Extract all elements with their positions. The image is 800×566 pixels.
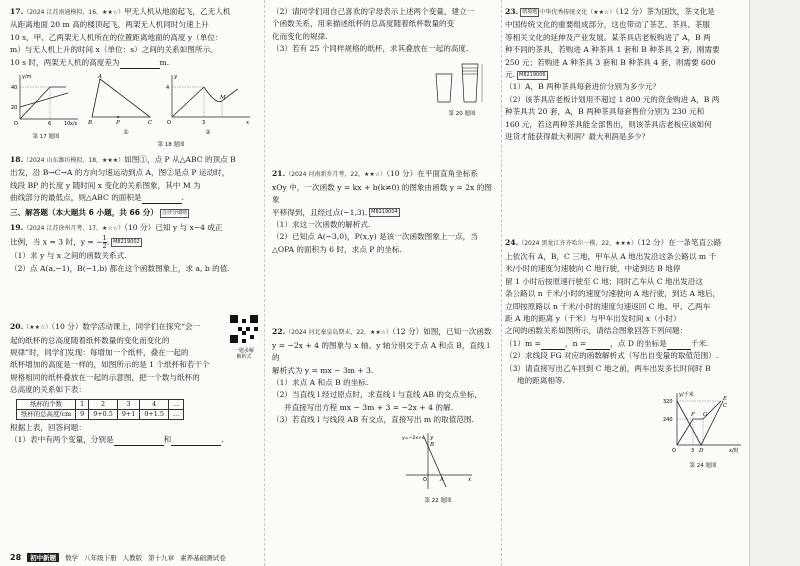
- question-21: [272, 168, 498, 256]
- subject-label: 数学: [65, 554, 79, 562]
- figure-22: [402, 431, 474, 508]
- question-source: （2024 河南新乡月考，22，★★☆）: [285, 171, 387, 179]
- data-table: [16, 399, 184, 420]
- question-18: 18.（2024 山东潍坊模拟，18，★★★）如图①，点 P 从△ABC 的顶点 B 出发，沿 B→C→A 的方向匀速运动到点 A，图②是点 P 运动时， 线段 BP 的长度 y 随时间 x 变化的关系图象，其中 M 为 曲线部分的最低点，则△ABC 的面积是 .: [10, 154, 258, 205]
- point-label: D: [699, 448, 704, 455]
- axis-label: x: [468, 476, 472, 483]
- figure-caption: 第 17 题图: [32, 134, 60, 141]
- question-part: （1）A，B 两种茶具每套进价分别为多少元？: [505, 82, 660, 92]
- question-text: 规律”时，同学们发现：每增加一个纸杯，叠在一起的: [10, 347, 189, 357]
- origin-label: O: [423, 476, 427, 483]
- question-text: 等相关文化的延伸及产业发展。某茶具店老板购进了 A，B 两: [505, 32, 711, 42]
- question-part: △OPA 的面积为 6 时，求点 P 的坐标.: [272, 244, 402, 254]
- question-source: （★★☆）: [23, 324, 52, 332]
- tick-label: 6: [48, 121, 52, 128]
- question-text: 出发，沿 B→C→A 的方向匀速运动到点 A，图②是点 P 运动时，: [10, 168, 230, 178]
- answer-blank[interactable]: [541, 340, 565, 350]
- question-part: 160 元，若这两种茶具能全部售出，则该茶具店老板应该如何: [505, 119, 712, 129]
- qr-code[interactable]: [230, 315, 258, 360]
- question-part: （2）点 A(a,−1)，B(−1,b) 都在这个函数图象上，求 a, b 的值.: [10, 263, 230, 273]
- section-title: 三、解答题（本大题共 6 小题，共 66 分）: [10, 208, 158, 218]
- point-label: M: [220, 95, 226, 102]
- question-part: （3）请直接写出乙车回到 C 地之前，两车出发多长时间时 B: [505, 363, 711, 373]
- question-code: M8219002: [113, 239, 140, 246]
- answer-blank[interactable]: [171, 436, 221, 446]
- question-text: y = −2x + 4 的图象与 x 轴、y 轴分别交于点 A 和点 B，直线 l 的: [272, 340, 490, 363]
- question-text: 根据上表，回答问题：: [10, 422, 86, 432]
- column-middle: [272, 6, 498, 507]
- question-number: 18.: [10, 154, 24, 164]
- question-part: （1）求 y 与 x 之间的函数关系式.: [10, 251, 127, 261]
- point-label: B: [430, 441, 435, 448]
- question-text: 起的纸杯的总高度随着纸杯数量的变化而变化的: [10, 335, 170, 345]
- point-label: F: [691, 412, 695, 419]
- page-edge: [749, 0, 800, 566]
- tick-label: 3: [202, 120, 206, 127]
- question-source: （2024 黑龙江齐齐哈尔一模，22，★★★）: [518, 240, 638, 248]
- question-part: （2）该茶具店老板计划用不超过 1 800 元的资金购进 A，B 两: [505, 94, 720, 104]
- question-number: 20.: [10, 322, 24, 332]
- axis-label: x/s: [70, 121, 78, 128]
- question-text: m）与无人机上升的时间 x（单位：s）之间的关系如图所示。: [10, 45, 218, 55]
- question-20-continued: [272, 6, 498, 120]
- tick-label: 10: [64, 121, 71, 128]
- figure-label: ①: [123, 129, 129, 137]
- answer-blank[interactable]: [120, 59, 160, 69]
- point-label: A: [98, 74, 102, 81]
- question-part: （2）当直线 l 经过原点时，求直线 l 与直线 AB 的交点坐标，: [272, 390, 482, 400]
- point-label: G: [703, 412, 708, 419]
- question-part: 种茶具共 20 套，A，B 两种茶具每套售价分别为 230 元和: [505, 107, 705, 117]
- question-text: 条公路以 n 千米/小时的速度匀速驶向 A 地行驶，到达 A 地后，: [505, 289, 721, 299]
- column-right: [505, 6, 745, 472]
- origin-label: O: [672, 448, 676, 455]
- answer-blank[interactable]: [142, 194, 182, 204]
- two-car-graph: [663, 389, 743, 455]
- answer-blank[interactable]: [667, 340, 691, 350]
- tick-label: 3: [691, 448, 695, 455]
- question-text: 解析式为 y = mx − 3m + 3.: [272, 365, 374, 375]
- axis-label: x/时: [729, 448, 739, 455]
- tick-label: 240: [663, 417, 673, 424]
- question-text: 总高度的关系如下表：: [10, 385, 86, 395]
- question-17: [10, 6, 258, 152]
- context-tag: 情境题: [522, 8, 538, 15]
- test-label: 素养基础测试卷: [180, 554, 226, 562]
- question-text: （10 分）已知 y 与 x−4 成正: [124, 222, 223, 232]
- distance-time-graph: [164, 71, 252, 127]
- figure-caption: 第 24 题图: [689, 462, 717, 469]
- question-text: 10 s，甲、乙两架无人机所在的位置距离地面的高度 y（单位：: [10, 32, 223, 42]
- question-part: 进货才能获得最大利润？最大利润是多少？: [505, 132, 650, 142]
- qr-code-icon: [230, 315, 258, 343]
- axis-label: y: [174, 74, 178, 81]
- answer-blank[interactable]: [114, 436, 164, 446]
- question-source: （2024 河北秦皇岛期末，22，★★☆）: [285, 329, 393, 337]
- axis-label: y/m: [22, 74, 32, 81]
- figure-caption: 第 18 题图: [157, 142, 185, 149]
- question-text: （12 分）如图，已知一次函数: [392, 327, 492, 337]
- question-20: 一题多解 解析式 20.（★★☆）（10 分）数学活动课上，同学们在探究“会一 起的纸杯的总高度随着纸杯数量的变化而变化的 规律”时，同学们发现：每增加一个纸杯，叠在一起的 纸杯增加的高度是一样的，如图所示的是 1 个纸杯和若干个 规格相同的纸杯叠放在一起的示意图，把一个数与纸杯的 总高度的关系如下表： 纸杯的个数 1 2 3 4 … 纸杯的总高度/cm 9 9+0.5 9+1 9+1.5 … 根据上表，回答问题： （1）表中有两个变量，分别是 和 .: [10, 321, 258, 446]
- chapter-label: 第十九章: [148, 554, 175, 562]
- page-footer: [10, 553, 226, 562]
- question-23: [505, 6, 745, 143]
- question-part: 地的距离相等.: [517, 375, 565, 385]
- origin-label: O: [14, 121, 18, 128]
- column-divider: [264, 0, 265, 566]
- question-source: （2024 江苏南通模拟，16，★★☆）: [23, 9, 125, 16]
- question-code: M8219006: [519, 71, 546, 78]
- question-source: （2024 山东潍坊模拟，18，★★★）: [23, 156, 125, 164]
- question-text: 比例，当 x = 3 时，y = −: [10, 237, 103, 247]
- table-row: 纸杯的个数 1 2 3 4 …: [17, 399, 184, 409]
- figure-caption: 第 20 题图: [448, 111, 476, 118]
- function-label: y=−2x+4: [402, 435, 425, 441]
- question-22: [272, 326, 498, 507]
- point-label: E: [723, 396, 728, 403]
- question-part: 并直接写出方程 mx − 3m + 3 = −2x + 4 的解.: [284, 402, 454, 412]
- question-text: 线段 BP 的长度 y 随时间 x 变化的关系图象，其中 M 为: [10, 180, 201, 190]
- question-part: （1）求这一次函数的解析式.: [272, 220, 371, 230]
- question-text: xOy 中，一次函数 y = kx + b(k≠0) 的图象由函数 y = 2x 的图象: [272, 182, 492, 205]
- grade-label: 八年级下册: [84, 554, 117, 562]
- question-text: 立即按原路以 n 千米/小时的速度匀速返回 C 地。甲、乙两车: [505, 301, 711, 311]
- question-text: 元.: [505, 70, 516, 80]
- line-graph: [10, 71, 82, 127]
- question-number: 17.: [10, 7, 24, 16]
- axis-label: x: [246, 120, 250, 127]
- question-text: 规格相同的纸杯叠放在一起的示意图，把一个数与纸杯的: [10, 372, 200, 382]
- question-number: 22.: [272, 327, 286, 337]
- question-text: 10 s 时，两架无人机的高度差为: [10, 57, 120, 67]
- question-part: （2）求线段 FG 对应的函数解析式（写出自变量的取值范围）.: [505, 351, 719, 361]
- point-label: B: [88, 120, 93, 127]
- answer-blank[interactable]: [586, 340, 610, 350]
- axis-label: y: [430, 434, 434, 441]
- question-number: 24.: [505, 238, 519, 248]
- question-source: （2024 江苏徐州月考，17，★☆☆）: [23, 224, 125, 232]
- question-19: 19.（2024 江苏徐州月考，17，★☆☆）（10 分）已知 y 与 x−4 成正 比例，当 x = 3 时，y = − $\frac{1}{2}$ . M8219002 （1）求 y 与 x 之间的函数关系式. （2）点 A(a,−1)，B(−1,b) 都在这个函数图象上，求 a, b 的值.: [10, 222, 258, 275]
- figure-18: [88, 71, 254, 152]
- question-text: （10 分）在平面直角坐标系: [386, 169, 478, 179]
- question-part: 个函数关系，用来描述纸杯的总高度随着纸杯数量的变: [272, 19, 455, 29]
- tick-label: 320: [663, 399, 673, 406]
- figure-24: [663, 389, 743, 472]
- question-number: 19.: [10, 222, 24, 232]
- question-code: M8219004: [371, 209, 398, 216]
- point-label: A: [440, 476, 444, 483]
- question-number: 21.: [272, 169, 286, 179]
- question-text: 从距离地面 20 m 高的楼顶起飞，两架无人机同时匀速上升: [10, 20, 209, 30]
- question-text: 如图①，点 P 从△ABC 的顶点 B: [124, 154, 236, 164]
- question-text: 平移得到，且经过点(−1,3).: [272, 207, 368, 217]
- question-text: 上依次有 A，B，C 三地，甲车从 A 地出发沿这条公路以 m 千: [505, 251, 717, 261]
- question-text: 种不同的茶具，若购进 A 种茶具 1 套和 B 种茶具 2 套，刚需要: [505, 45, 720, 55]
- question-text: 曲线部分的最低点，则△ABC 的面积是: [10, 193, 142, 203]
- question-part: （2）请同学们用自己喜欢的字母表示上述两个变量，建立一: [272, 7, 475, 16]
- tick-label: 40: [11, 85, 18, 92]
- question-number: 23.: [505, 7, 519, 16]
- brand-label: 初中新题: [27, 553, 59, 562]
- question-part: （2）已知点 A(−3,0)，P(x,y) 是该一次函数图象上一点，当: [272, 232, 478, 242]
- question-24: 24.（2024 黑龙江齐齐哈尔一模，22，★★★）（12 分）在一条笔直公路 上依次有 A，B，C 三地，甲车从 A 地出发沿这条公路以 m 千 米/小时的速度匀速驶向 C 地行驶，中途到达 B 地停 留 1 小时后按原速行驶至 C 地；同时乙车从 C 地出发沿这 条公路以 n 千米/小时的速度匀速驶向 A 地行驶，到达 A 地后， 立即按原路以 n 千米/小时的速度匀速返回 C 地。甲、乙两车 距 A 地的距离 y（千米）与甲车出发时间 x（小时） 之间的函数关系如图所示，请结合图象回答下列问题： （1）m = ，n = ，点 D 的坐标是 千米. （2）求线段 FG 对应的函数解析式（写出自变量的取值范围）. （3）请直接写出乙车回到 C 地之前，两车出发多长时间时 B 地的距离相等. y/千米 320 240 O 3 D x/时 E C F G 第 24 题图: [505, 237, 745, 472]
- point-label: P: [116, 120, 120, 127]
- question-text: 米/小时的速度匀速驶向 C 地行驶，中途到达 B 地停: [505, 264, 681, 274]
- point-label: C: [723, 403, 728, 410]
- question-source: 中华优秀传统文化（★★☆）: [539, 9, 616, 16]
- cups-illustration: [432, 60, 492, 104]
- figure-label: ②: [205, 129, 211, 137]
- figure-17: [10, 71, 82, 152]
- figure-caption: 第 22 题图: [424, 497, 452, 504]
- question-part: （3）若有 25 个同样规格的纸杯，求其叠放在一起的高度.: [272, 44, 469, 54]
- fraction: $\frac{1}{2}$: [102, 234, 107, 251]
- section-tag: 含评分细则: [161, 209, 187, 216]
- question-text: （12 分）在一条笔直公路: [637, 238, 722, 248]
- page-number: 28: [10, 553, 22, 562]
- linear-function-graph: [402, 431, 474, 491]
- tick-label: 20: [11, 105, 18, 112]
- column-left: [10, 6, 258, 446]
- axis-label: y/千米: [679, 392, 694, 399]
- column-divider: [501, 0, 502, 566]
- qr-label: 一题多解 解析式: [233, 347, 254, 360]
- question-part: 化而变化的规律.: [272, 31, 328, 41]
- triangle-diagram: [88, 71, 158, 127]
- question-text: （12 分）茶为国饮，茶文化是: [615, 7, 715, 16]
- question-part: （3）若直线 l 与线段 AB 有交点，直接写出 m 的取值范围.: [272, 415, 474, 425]
- tick-label: 4: [166, 85, 170, 92]
- question-text: 留 1 小时后按原速行驶至 C 地；同时乙车从 C 地出发沿这: [505, 276, 703, 286]
- question-text: 距 A 地的距离 y（千米）与甲车出发时间 x（小时）: [505, 313, 681, 323]
- question-part: （1）求点 A 和点 B 的坐标.: [272, 377, 369, 387]
- question-text: 中国传统文化的重要组成部分，这也带动了茶艺、茶具、茶服: [505, 20, 711, 30]
- figure-20: [432, 60, 492, 121]
- unit-label: m.: [159, 57, 170, 67]
- question-text: 250 元；若购进 A 种茶具 3 套和 B 种茶具 4 套，则需要 600: [505, 57, 716, 67]
- point-label: C: [148, 120, 153, 127]
- edition-label: 人教版: [122, 554, 143, 562]
- question-text: 甲无人机从地面起飞，乙无人机: [124, 7, 231, 16]
- figures-row: [10, 71, 258, 152]
- question-text: 纸杯增加的高度是一样的，如图所示的是 1 个纸杯和若干个: [10, 360, 210, 370]
- origin-label: O: [167, 120, 171, 127]
- table-row: 纸杯的总高度/cm 9 9+0.5 9+1 9+1.5 …: [17, 409, 184, 419]
- question-text: （10 分）数学活动课上，同学们在探究“会一: [51, 322, 201, 332]
- question-text: 之间的函数关系如图所示，请结合图象回答下列问题：: [505, 326, 688, 336]
